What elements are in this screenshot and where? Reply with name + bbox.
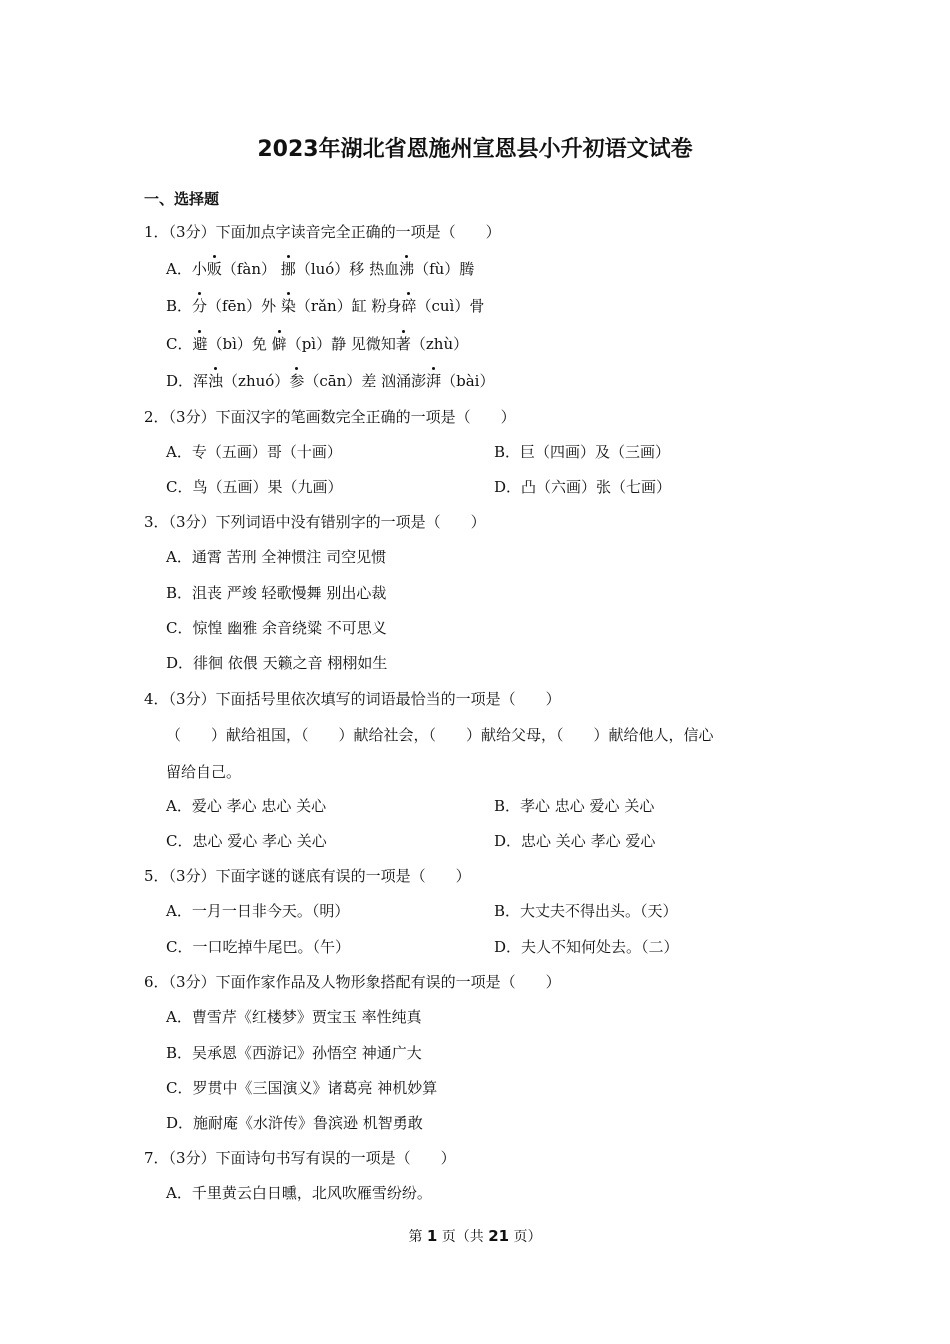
dotted-char: 参 [289,372,305,390]
option-text: （rǎn）缸 粉身 [295,297,402,315]
option-text: （cān）差 汹涌澎 [304,372,427,390]
option-text: （fàn） [221,260,281,278]
question-3-option-b: B．沮丧 严竣 轻歌慢舞 别出心裁 [166,584,387,602]
question-5-option-c: C．一口吃掉牛尾巴。（午） [166,938,350,956]
page-title: 2023年湖北省恩施州宣恩县小升初语文试卷 [257,137,693,162]
dotted-char: 僻 [271,335,287,353]
question-7-option-a: A．千里黄云白日曛，北风吹雁雪纷纷。 [166,1184,432,1202]
dotted-char: 挪 [280,260,296,278]
question-1-option-a [166,259,474,279]
dotted-char: 著 [395,335,411,353]
question-6-stem: 6．（3分）下面作家作品及人物形象搭配有误的一项是（ ） [144,973,561,991]
question-3-option-c: C．惊惶 幽雅 余音绕粱 不可思义 [166,619,387,637]
question-4-passage-line2: 留给自己。 [166,763,242,781]
dotted-char: 贩 [206,260,222,278]
question-6-option-c: C．罗贯中《三国演义》诸葛亮 神机妙算 [166,1079,438,1097]
option-text: （fēn）外 [207,297,281,315]
dotted-char: 浊 [208,372,224,390]
question-4-option-b: B．孝心 忠心 爱心 关心 [494,797,655,815]
footer-text: 第 [408,1229,427,1245]
question-2-stem: 2．（3分）下面汉字的笔画数完全正确的一项是（ ） [144,408,516,426]
total-pages-number: 21 [488,1227,510,1245]
page-footer [0,1226,950,1246]
option-text: （bài） [441,372,495,390]
option-text: A．小 [166,260,207,278]
option-text: （bì）免 [207,335,272,353]
option-text: （zhuó） [223,372,290,390]
question-6-option-d: D．施耐庵《水浒传》鲁滨逊 机智勇敢 [166,1114,423,1132]
question-1-option-b [166,296,484,316]
dotted-char: 碎 [401,297,417,315]
dotted-char: 分 [192,297,208,315]
option-text: （cuì）骨 [416,297,485,315]
question-4-option-a: A．爱心 孝心 忠心 关心 [166,797,327,815]
question-2-option-b: B．巨（四画）及（三画） [494,443,671,461]
question-2-option-d: D．凸（六画）张（七画） [494,478,672,496]
section-heading: 一、选择题 [144,190,220,208]
question-2-option-a: A．专（五画）哥（十画） [166,443,342,461]
question-5-stem: 5．（3分）下面字谜的谜底有误的一项是（ ） [144,867,471,885]
option-text: （zhù） [410,335,469,353]
dotted-char: 染 [280,297,296,315]
question-5-option-b: B．大丈夫不得出头。（天） [494,902,678,920]
option-text: D．浑 [166,372,209,390]
option-text: （luó）移 热血 [295,260,400,278]
option-text: C． [166,335,193,353]
dotted-char: 避 [192,335,208,353]
question-3-option-d: D．徘徊 依偎 天籁之音 栩栩如生 [166,654,388,672]
dotted-char: 沸 [399,260,415,278]
question-3-stem: 3．（3分）下列词语中没有错别字的一项是（ ） [144,513,486,531]
question-4-option-d: D．忠心 关心 孝心 爱心 [494,832,656,850]
option-text: B． [166,297,193,315]
question-3-option-a: A．通霄 苦刑 全神惯注 司空见惯 [166,548,387,566]
question-2-option-c: C．鸟（五画）果（九画） [166,478,343,496]
option-text: （pì）静 见微知 [286,335,396,353]
question-4-option-c: C．忠心 爱心 孝心 关心 [166,832,327,850]
option-text: （fù）腾 [414,260,475,278]
question-4-stem: 4．（3分）下面括号里依次填写的词语最恰当的一项是（ ） [144,690,561,708]
dotted-char: 湃 [426,372,442,390]
question-4-passage-line1: （ ）献给祖国，（ ）献给社会，（ ）献给父母，（ ）献给他人，信心 [166,726,714,744]
question-7-stem: 7．（3分）下面诗句书写有误的一项是（ ） [144,1149,456,1167]
question-6-option-a: A．曹雪芹《红楼梦》贾宝玉 率性纯真 [166,1008,422,1026]
question-5-option-d: D．夫人不知何处去。（二） [494,938,679,956]
current-page-number: 1 [426,1227,438,1245]
footer-text: 页（共 [437,1229,489,1245]
question-5-option-a: A．一月一日非今天。（明） [166,902,350,920]
question-1-option-c [166,334,468,354]
question-1-option-d [166,371,494,391]
question-6-option-b: B．吴承恩《西游记》孙悟空 神通广大 [166,1044,422,1062]
question-1-stem: 1．（3分）下面加点字读音完全正确的一项是（ ） [144,223,501,241]
footer-text: 页） [509,1229,542,1245]
